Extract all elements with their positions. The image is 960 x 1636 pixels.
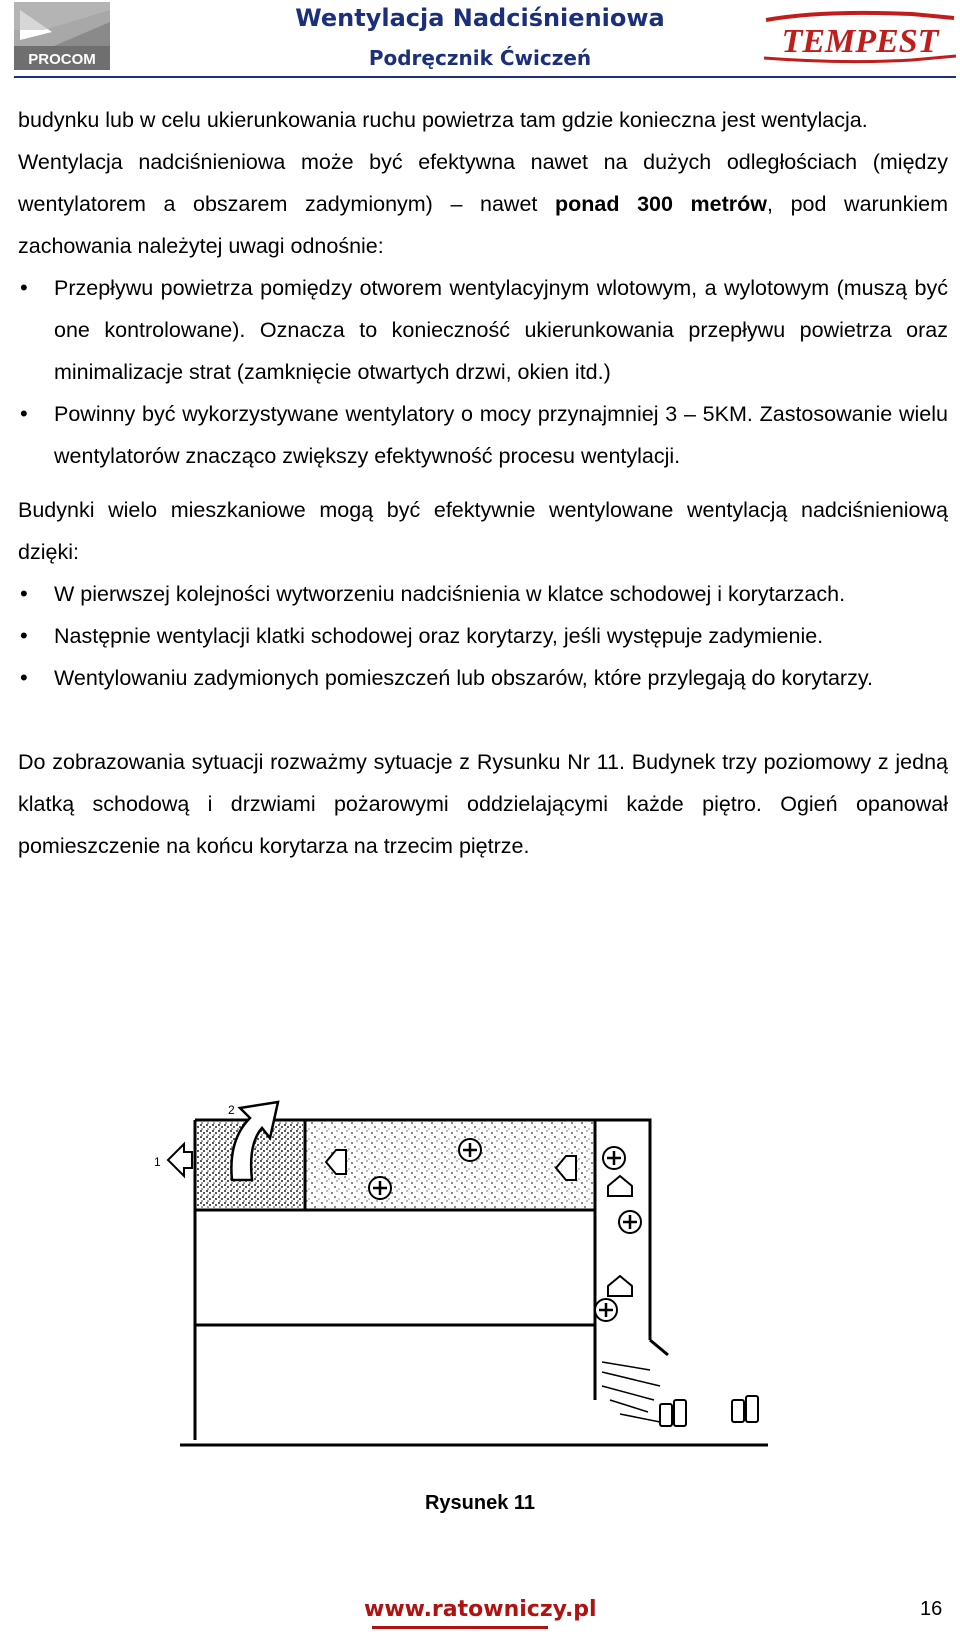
tempest-logo-text: TEMPEST: [781, 23, 939, 60]
smoke-corridor: [306, 1122, 593, 1208]
paragraph-3: Budynki wielo mieszkaniowe mogą być efektywnie wentylowane wentylacją nadciśnieniową dzięki:: [18, 498, 948, 564]
bullet-list-1: [18, 267, 948, 477]
outlet-arrow-left: [168, 1144, 192, 1176]
page-header: [0, 0, 960, 80]
pressure-plus-icon: [619, 1211, 641, 1233]
pressure-plus-icon: [595, 1299, 617, 1321]
building-ventilation-diagram: [140, 1100, 820, 1460]
pressure-plus-icon: [459, 1139, 481, 1161]
bullet-list-2: [18, 573, 948, 699]
air-stream-lines: [602, 1362, 660, 1422]
list-item: • Następnie wentylacji klatki schodowej oraz korytarzy, jeśli występuje zadymienie.: [18, 615, 948, 657]
paragraph-2-text: Wentylacja nadciśnieniowa może być efektywna nawet na dużych odległościach (między wentylatorem a obszarem zadymionym) – nawet: [18, 150, 948, 216]
paragraph-2-bold: ponad 300 metrów: [554, 192, 768, 216]
pressure-plus-icon: [603, 1147, 625, 1169]
list-item: • Przepływu powietrza pomiędzy otworem wentylacyjnym wlotowym, a wylotowym (muszą być one kontrolowane). Oznacza to konieczność ukierunkowania przepływu powietrza oraz minimalizacje strat (zamknięcie otwartych drzwi, okien itd.): [18, 267, 948, 393]
page-number: 16: [920, 1598, 943, 1620]
figure-caption: Rysunek 11: [424, 1492, 536, 1514]
pressure-plus-icon: [369, 1177, 391, 1199]
page-content: [18, 99, 948, 867]
paragraph-4: Do zobrazowania sytuacji rozważmy sytuacje z Rysunku Nr 11. Budynek trzy poziomowy z jedną klatką schodową i drzwiami pożarowymi oddzielającymi każde piętro. Ogień opanował pomieszczenie na końcu korytarza na trzecim piętrze.: [18, 750, 948, 858]
list-item: • Powinny być wykorzystywane wentylatory o mocy przynajmniej 3 – 5KM. Zastosowanie wielu wentylatorów znacząco zwiększy efektywność procesu wentylacji.: [18, 393, 948, 477]
paragraph-2: [18, 141, 948, 267]
fan-icon: [660, 1400, 686, 1426]
label-2: 2: [228, 1103, 235, 1117]
spacer: [18, 699, 948, 741]
fan-icon: [732, 1396, 758, 1422]
spacer: [18, 477, 948, 489]
header-title: Wentylacja Nadciśnieniowa: [295, 4, 665, 32]
header-rule: [14, 76, 956, 78]
air-flow-arrow-up: [608, 1276, 632, 1296]
list-item: • Wentylowaniu zadymionych pomieszczeń lub obszarów, które przylegają do korytarzy.: [18, 657, 948, 699]
tempest-logo: [762, 8, 958, 70]
air-flow-arrow-up: [608, 1176, 632, 1196]
paragraph-2-text-end: , pod warunkiem zachowania należytej uwagi odnośnie:: [18, 192, 949, 258]
footer-url[interactable]: www.ratowniczy.pl: [364, 1597, 597, 1622]
label-1: 1: [154, 1155, 161, 1169]
footer-underline: [372, 1626, 548, 1629]
header-subtitle: Podręcznik Ćwiczeń: [368, 46, 592, 70]
procom-logo-text: PROCOM: [28, 51, 96, 68]
paragraph-1: budynku lub w celu ukierunkowania ruchu powietrza tam gdzie konieczna jest wentylacja.: [18, 108, 868, 132]
list-item: • W pierwszej kolejności wytworzeniu nadciśnienia w klatce schodowej i korytarzach.: [18, 573, 948, 615]
